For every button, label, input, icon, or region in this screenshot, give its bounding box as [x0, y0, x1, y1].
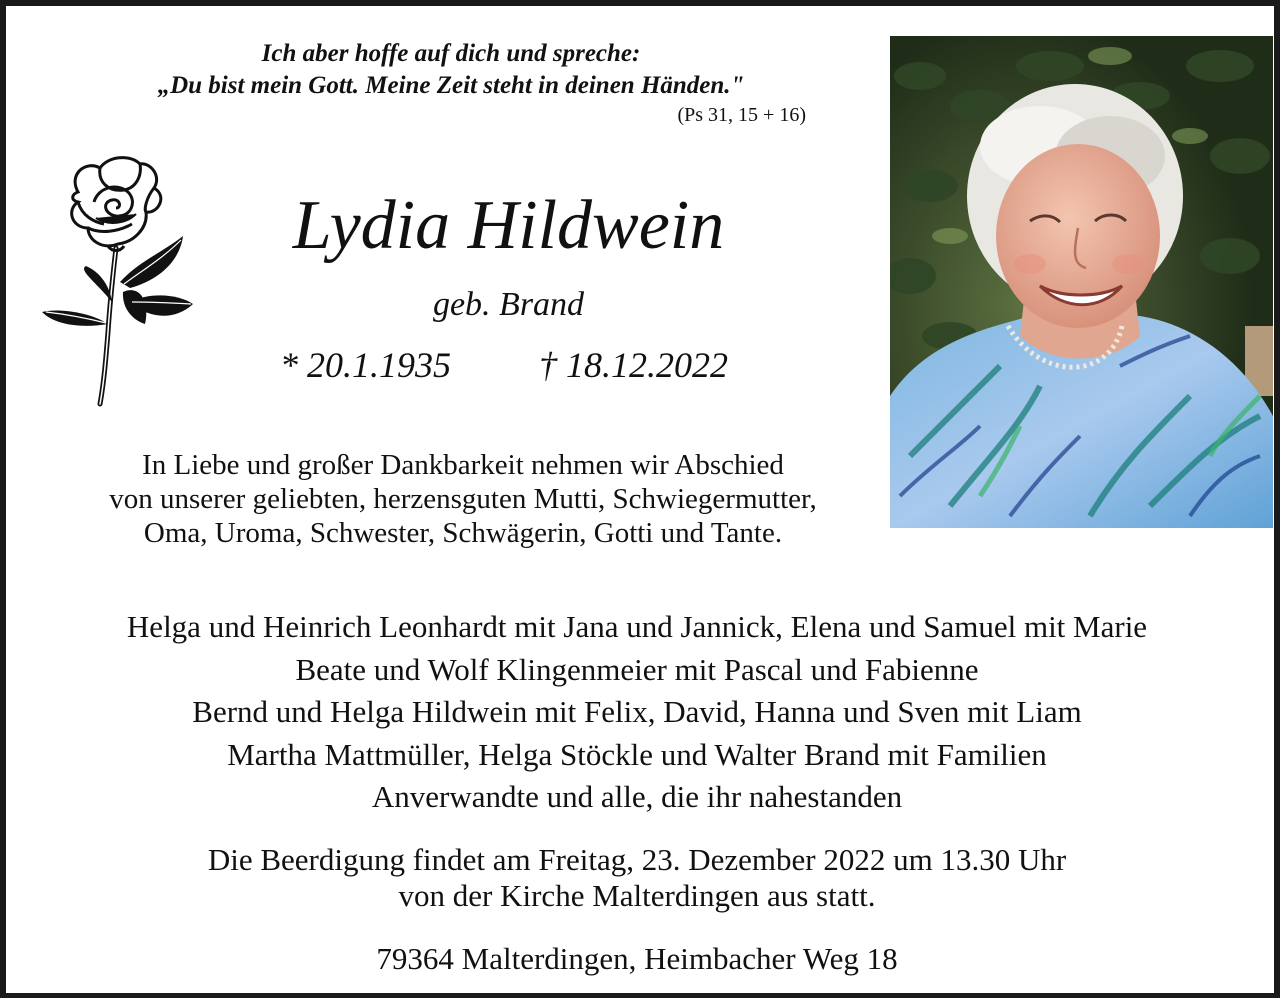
farewell-line: In Liebe und großer Dankbarkeit nehmen wir Abschied — [142, 449, 784, 481]
address: 79364 Malterdingen, Heimbacher Weg 18 — [376, 941, 898, 976]
bible-verse — [66, 38, 836, 102]
farewell-line: Oma, Uroma, Schwester, Schwägerin, Gotti und Tante. — [143, 517, 783, 549]
mourner-line: Bernd und Helga Hildwein mit Felix, David, Hanna und Sven mit Liam — [192, 694, 1082, 729]
funeral-info — [12, 842, 1262, 914]
verse-line: „Du bist mein Gott. Meine Zeit steht in deinen Händen." — [157, 72, 745, 99]
birth-name: geb. Brand — [432, 286, 585, 323]
verse-line: Ich aber hoffe auf dich und spreche: — [261, 40, 641, 67]
portrait-photo — [890, 36, 1273, 528]
funeral-line: von der Kirche Malterdingen aus statt. — [398, 878, 876, 913]
deceased-name: Lydia Hildwein — [292, 187, 725, 264]
mourner-line: Martha Mattmüller, Helga Stöckle und Walter Brand mit Familien — [227, 736, 1047, 772]
verse-reference: (Ps 31, 15 + 16) — [677, 104, 806, 126]
mourner-line: Anverwandte und alle, die ihr nahestanden — [371, 779, 903, 814]
death-date: † 18.12.2022 — [539, 345, 728, 385]
farewell-line: von unserer geliebten, herzensguten Mutti, Schwiegermutter, — [109, 483, 817, 515]
farewell-text — [38, 448, 888, 550]
mourner-line: Helga und Heinrich Leonhardt mit Jana und Jannick, Elena und Samuel mit Marie — [126, 609, 1148, 644]
mourner-line: Beate und Wolf Klingenmeier mit Pascal und Fabienne — [295, 651, 979, 687]
funeral-line: Die Beerdigung findet am Freitag, 23. Dezember 2022 um 13.30 Uhr — [207, 842, 1067, 877]
rose-icon — [38, 152, 198, 410]
mourners-list — [12, 606, 1262, 819]
birth-date: * 20.1.1935 — [280, 345, 451, 385]
